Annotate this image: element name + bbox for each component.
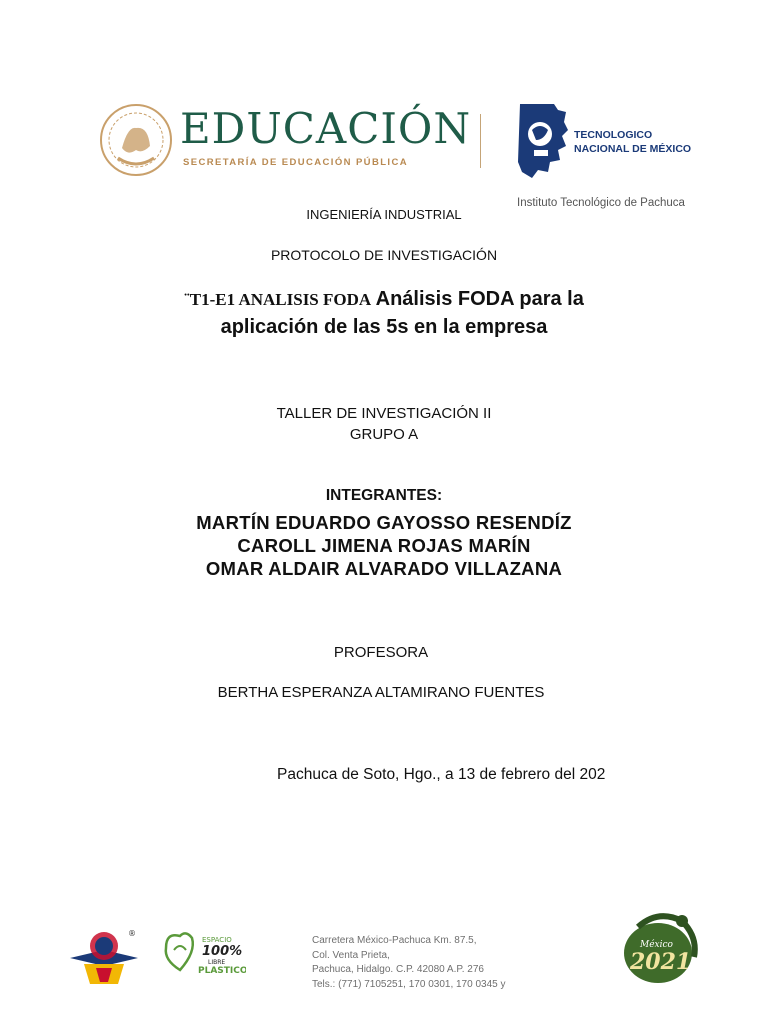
professor-name: BERTHA ESPERANZA ALTAMIRANO FUENTES bbox=[217, 684, 545, 701]
members-list bbox=[0, 511, 768, 580]
member-name: MARTÍN EDUARDO GAYOSSO RESENDÍZ bbox=[196, 512, 572, 533]
header-divider bbox=[480, 114, 481, 168]
sep-seal-logo bbox=[98, 98, 174, 182]
tecnm-name bbox=[574, 128, 691, 156]
edu-title: EDUCACIÓN bbox=[180, 104, 472, 153]
course-name: TALLER DE INVESTIGACIÓN II bbox=[276, 405, 492, 422]
institute-emblem-logo bbox=[68, 924, 140, 990]
members-heading: INTEGRANTES: bbox=[325, 487, 443, 504]
career-name: INGENIERÍA INDUSTRIAL bbox=[306, 207, 462, 222]
member-name: OMAR ALDAIR ALVARADO VILLAZANA bbox=[205, 558, 563, 579]
group-name: GRUPO A bbox=[349, 426, 419, 443]
footer-address bbox=[312, 934, 505, 992]
address-line: Pachuca, Hidalgo. C.P. 42080 A.P. 276 bbox=[312, 964, 484, 975]
address-line: Tels.: (771) 7105251, 170 0301, 170 0345 y bbox=[312, 978, 506, 990]
edu-subtitle: SECRETARÍA DE EDUCACIÓN PÚBLICA bbox=[183, 157, 408, 168]
plastic-free-logo bbox=[162, 928, 246, 978]
address-line: Carretera México-Pachuca Km. 87.5, bbox=[312, 935, 477, 946]
tecnm-campus: Instituto Tecnológico de Pachuca bbox=[517, 197, 685, 209]
plastic-free-percent: 100% bbox=[202, 944, 243, 959]
tecnm-name-line2: NACIONAL DE MÉXICO bbox=[574, 143, 692, 155]
place-date: Pachuca de Soto, Hgo., a 13 de febrero del 202 bbox=[277, 766, 606, 783]
title-line2: aplicación de las 5s en la empresa bbox=[220, 316, 548, 338]
plastic-free-word: LIBRE bbox=[208, 959, 226, 966]
professor-heading: PROFESORA bbox=[333, 644, 429, 661]
protocol-heading: PROTOCOLO DE INVESTIGACIÓN bbox=[270, 247, 498, 263]
mexico-2021-logo bbox=[618, 907, 702, 989]
tecnm-gear-logo bbox=[514, 100, 570, 180]
title-code: ¨T1-E1 ANALISIS FODA bbox=[184, 290, 372, 309]
member-name: CAROLL JIMENA ROJAS MARÍN bbox=[237, 535, 531, 556]
address-line: Col. Venta Prieta, bbox=[312, 949, 390, 961]
course-block bbox=[0, 403, 768, 445]
logo-word: México bbox=[640, 940, 673, 950]
plastic-free-word: PLASTICO bbox=[198, 966, 246, 976]
logo-year: 2021 bbox=[630, 949, 692, 975]
title-line1: Análisis FODA para la bbox=[375, 288, 584, 310]
tecnm-name-line1: TECNOLOGICO bbox=[574, 129, 653, 141]
svg-text:®: ® bbox=[128, 929, 136, 938]
plastic-free-word: ESPACIO bbox=[202, 936, 232, 944]
document-title bbox=[70, 286, 698, 341]
